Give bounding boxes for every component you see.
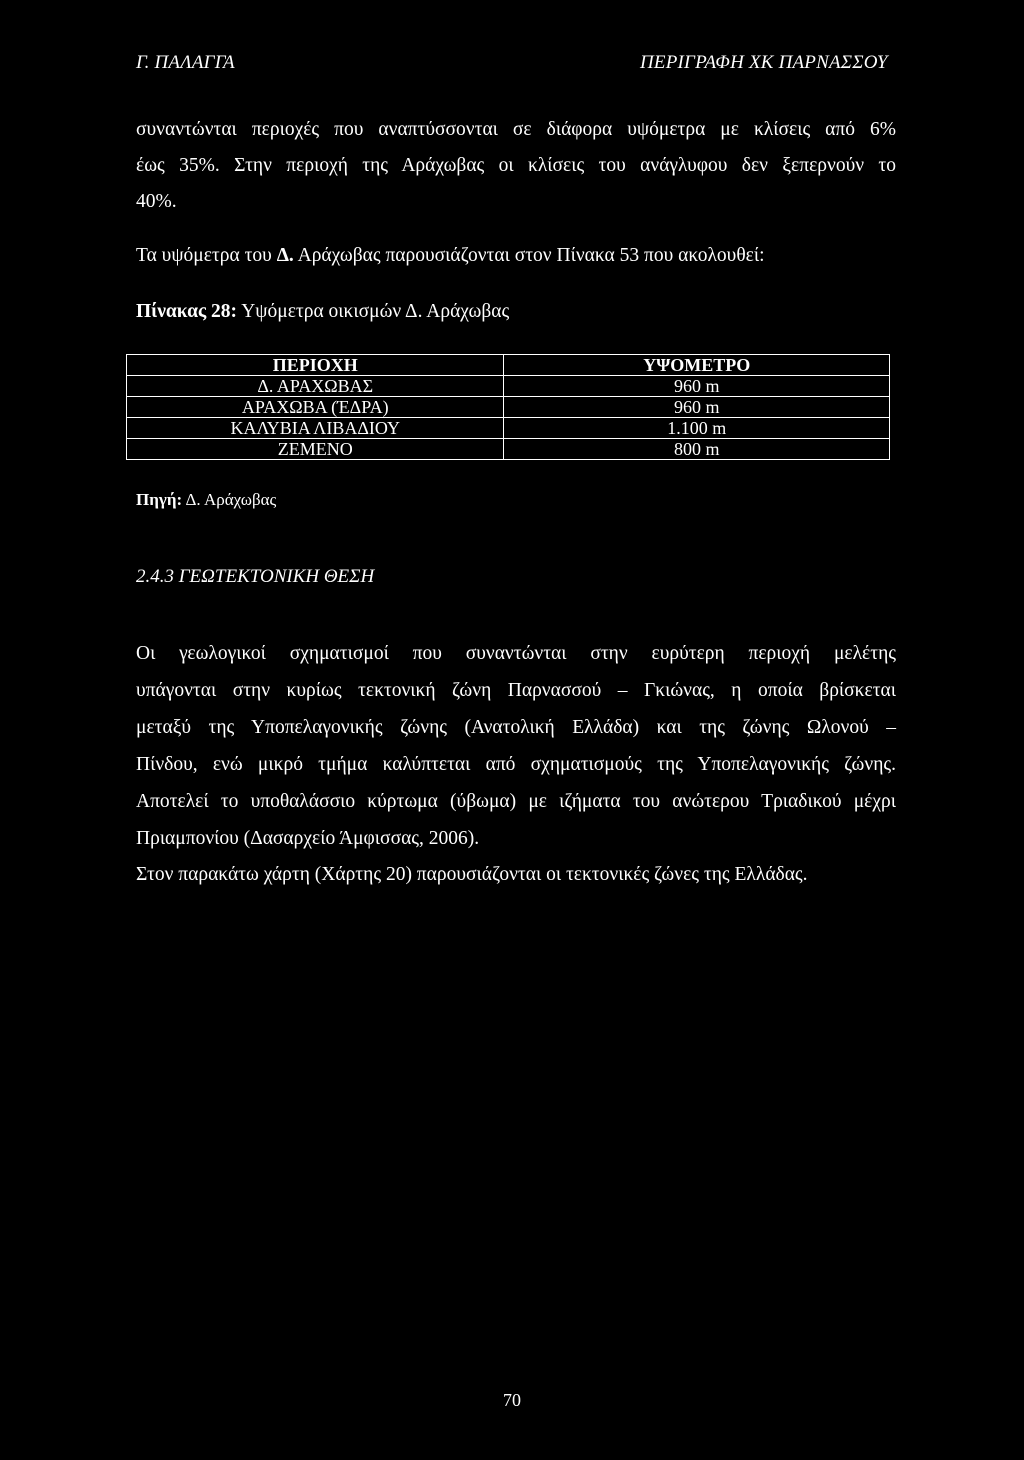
altitudes-intro-bold: Δ. — [276, 245, 294, 266]
table-row — [127, 439, 890, 460]
section-line-2: υπάγονται στην κυρίως τεκτονική ζώνη Παρνασσού – Γκιώνας, η οποία βρίσκεται — [136, 680, 896, 701]
table-cell-altitude: 1.100 m — [504, 418, 890, 439]
page-number: 70 — [503, 1390, 521, 1410]
table-header-row — [127, 355, 890, 376]
table-row — [127, 376, 890, 397]
table-cell-area: Δ. ΑΡΑΧΩΒΑΣ — [127, 376, 504, 397]
table-header-altitude: ΥΨΟΜΕΤΡΟ — [504, 355, 890, 376]
section-line-3: μεταξύ της Υποπελαγονικής ζώνης (Ανατολική Ελλάδα) και της ζώνης Ωλονού – — [136, 717, 896, 738]
section-line-5: Αποτελεί το υποθαλάσσιο κύρτωμα (ύβωμα) με ιζήματα του ανώτερου Τριαδικού μέχρι — [136, 791, 896, 812]
section-heading: 2.4.3 ΓΕΩΤΕΚΤΟΝΙΚΗ ΘΕΣΗ — [136, 566, 375, 587]
section-line-4: Πίνδου, ενώ μικρό τμήμα καλύπτεται από σχηματισμούς της Υποπελαγονικής ζώνης. — [136, 754, 896, 775]
section-line-7: Στον παρακάτω χάρτη (Χάρτης 20) παρουσιάζονται οι τεκτονικές ζώνες της Ελλάδας. — [136, 864, 808, 885]
header-author: Γ. ΠΑΛΑΓΓΑ — [136, 52, 235, 73]
altitudes-intro-prefix: Τα υψόμετρα του — [136, 245, 277, 266]
table-cell-area: ΚΑΛΥΒΙΑ ΛΙΒΑΔΙΟΥ — [127, 418, 504, 439]
section-line-1: Οι γεωλογικοί σχηματισμοί που συναντώνται στην ευρύτερη περιοχή μελέτης — [136, 643, 896, 664]
table-source — [136, 490, 276, 510]
table-caption-text: Υψόμετρα οικισμών Δ. Αράχωβας — [237, 301, 510, 322]
table-cell-altitude: 800 m — [504, 439, 890, 460]
table-header-area: ΠΕΡΙΟΧΗ — [127, 355, 504, 376]
altitudes-intro-suffix: Αράχωβας παρουσιάζονται στον Πίνακα 53 που ακολουθεί: — [293, 245, 765, 266]
table-cell-area: ΑΡΑΧΩΒΑ (ΈΔΡΑ) — [127, 397, 504, 418]
section-line-6: Πριαμπονίου (Δασαρχείο Άμφισσας, 2006). — [136, 828, 480, 849]
table-source-label: Πηγή: — [136, 490, 183, 509]
intro-line-1: συναντώνται περιοχές που αναπτύσσονται σε διάφορα υψόμετρα με κλίσεις από 6% — [136, 119, 896, 140]
table-caption-label: Πίνακας 28: — [136, 301, 238, 322]
table-cell-area: ΖΕΜΕΝΟ — [127, 439, 504, 460]
table-source-text: Δ. Αράχωβας — [182, 490, 277, 509]
table-caption — [136, 297, 896, 327]
table-cell-altitude: 960 m — [504, 397, 890, 418]
table-row — [127, 397, 890, 418]
table-row — [127, 418, 890, 439]
table-cell-altitude: 960 m — [504, 376, 890, 397]
intro-line-2: έως 35%. Στην περιοχή της Αράχωβας οι κλίσεις του ανάγλυφου δεν ξεπερνούν το — [136, 155, 896, 176]
altitudes-intro — [136, 241, 896, 271]
header-title: ΠΕΡΙΓΡΑΦΗ ΧΚ ΠΑΡΝΑΣΣΟΥ — [640, 52, 888, 73]
intro-line-3: 40%. — [136, 191, 177, 212]
altitude-table — [126, 354, 890, 460]
